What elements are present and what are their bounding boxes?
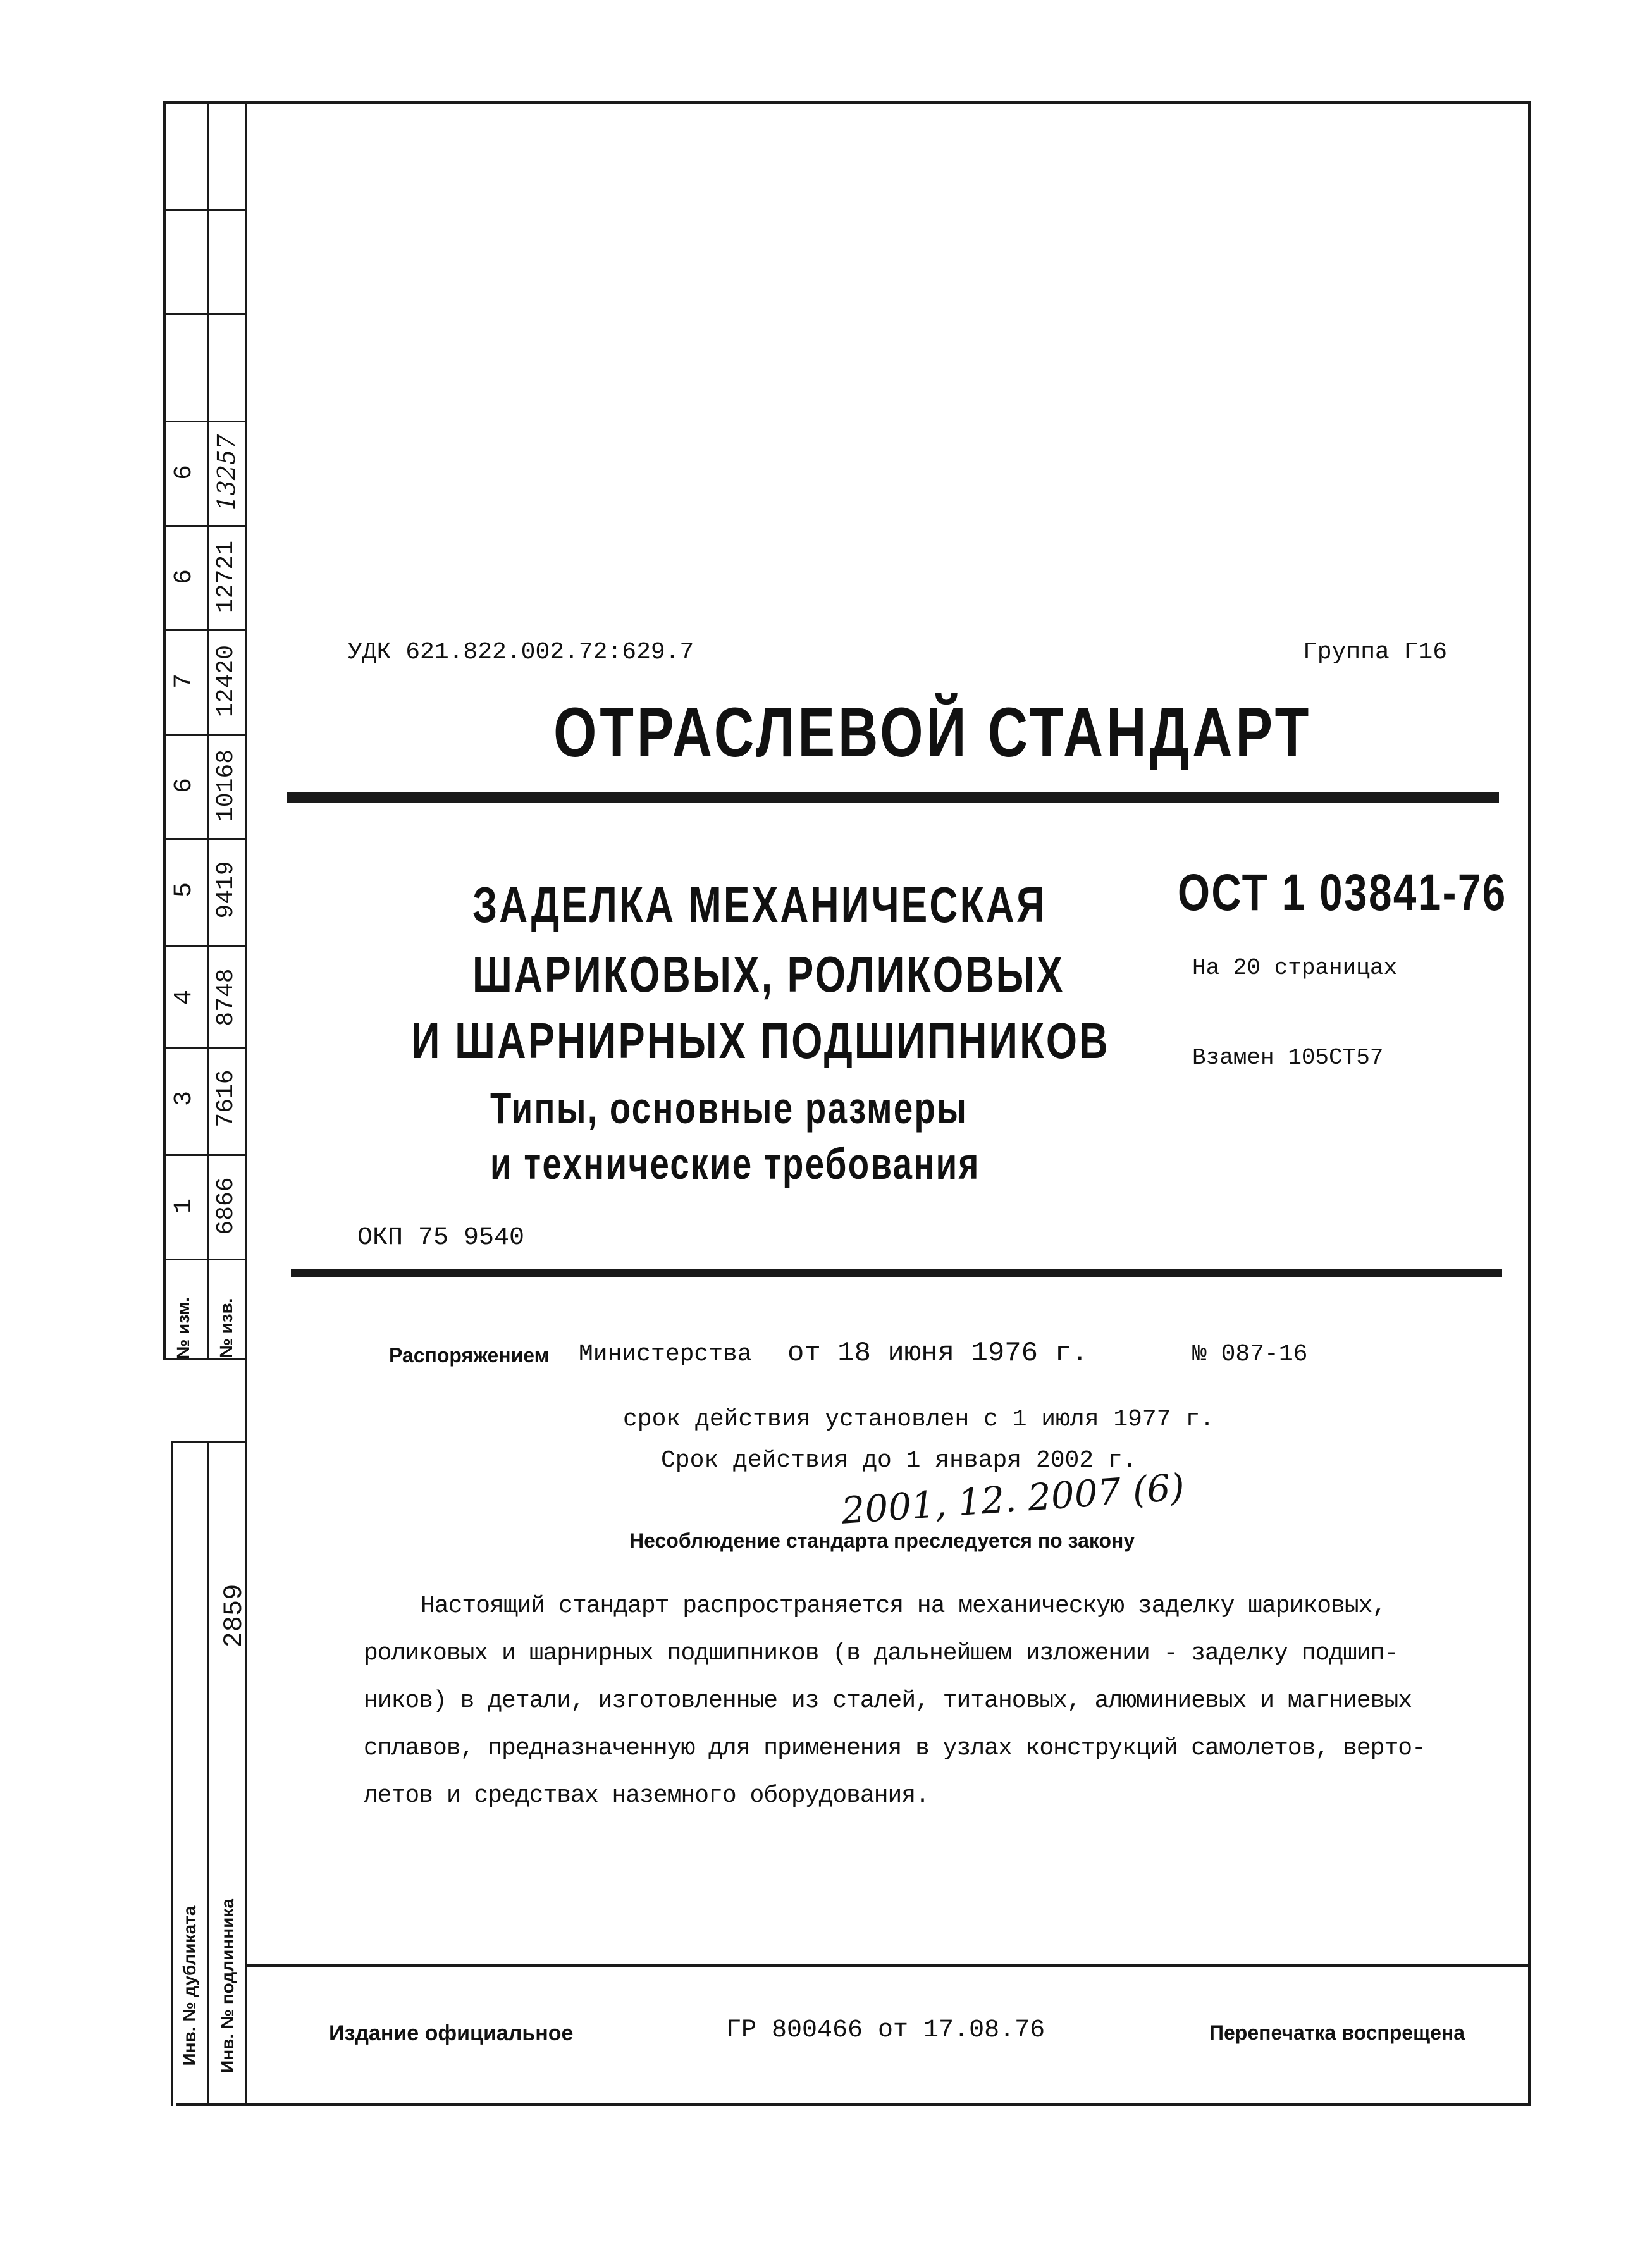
replaces-standard: Взамен 105СТ57 (1192, 1045, 1384, 1071)
side-change-number: 6 (170, 569, 199, 585)
inventory-number: 2859 (219, 1584, 249, 1648)
order-issuer: Министерства (579, 1341, 752, 1368)
side-change-number: 1 (170, 1198, 199, 1214)
validity-established: срок действия установлен с 1 июля 1977 г. (623, 1406, 1214, 1433)
label-duplicate-inv: Инв. № дубликата (180, 1905, 199, 2066)
side-table-mid (207, 101, 209, 1360)
page-frame-right (1528, 101, 1531, 2106)
side-notice-number: 12721 (213, 540, 240, 613)
page-frame-top (163, 101, 1529, 104)
side-lower-top (171, 1441, 247, 1443)
label-notice-no: № изв. (216, 1298, 236, 1358)
scope-line-3: ников) в детали, изготовленные из сталей, титановых, алюминиевых и магниевых (364, 1687, 1412, 1714)
scope-line-1: Настоящий стандарт распространяется на механическую заделку шариковых, (421, 1592, 1386, 1620)
footer-registration: ГР 800466 от 17.08.76 (726, 2016, 1045, 2045)
side-notice-number: 9419 (213, 861, 240, 919)
order-number: № 087-16 (1192, 1341, 1308, 1368)
page-frame-left (245, 101, 247, 2106)
side-notice-number: 8748 (213, 968, 240, 1026)
scope-line-2: роликовых и шарнирных подшипников (в дальнейшем изложении - заделку подшип- (364, 1640, 1398, 1667)
label-original-inv: Инв. № подлинника (218, 1899, 237, 2073)
side-notice-number: 10168 (213, 749, 240, 822)
subject-line-1: ЗАДЕЛКА МЕХАНИЧЕСКАЯ (472, 877, 1047, 933)
scope-line-5: летов и средствах наземного оборудования. (364, 1782, 929, 1809)
okp-code: ОКП 75 9540 (357, 1224, 525, 1252)
label-change-no: № изм. (173, 1297, 193, 1359)
document-title: ОТРАСЛЕВОЙ СТАНДАРТ (553, 694, 1312, 772)
footer-separator (245, 1964, 1531, 1967)
scope-line-4: сплавов, предназначенную для применения в узлах конструкций самолетов, верто- (364, 1735, 1426, 1762)
subject-sub-1: Типы, основные размеры (490, 1083, 968, 1133)
side-change-number: 3 (170, 1091, 199, 1107)
side-change-number: 4 (170, 990, 199, 1006)
order-date: от 18 июня 1976 г. (787, 1338, 1088, 1369)
handwritten-extension: 2001, 12. 2007 (6) (840, 1465, 1187, 1532)
side-notice-number: 12420 (213, 644, 240, 718)
side-lower-left (171, 1441, 173, 2106)
page-count: На 20 страницах (1192, 955, 1398, 981)
side-table-row-line (163, 313, 247, 315)
subject-rule (291, 1269, 1502, 1277)
validity-until: Срок действия до 1 января 2002 г. (661, 1447, 1137, 1474)
side-table-row-line (163, 101, 247, 103)
side-change-number: 7 (170, 674, 199, 689)
side-change-number: 6 (170, 778, 199, 794)
standard-number: ОСТ 1 03841-76 (1178, 864, 1507, 921)
side-change-number: 5 (170, 882, 199, 898)
subject-line-3: И ШАРНИРНЫХ ПОДШИПНИКОВ (411, 1013, 1110, 1069)
side-table-left (163, 101, 166, 1360)
footer-edition: Издание официальное (329, 2021, 574, 2045)
page-frame-bottom (176, 2103, 1531, 2106)
side-table-row-line (163, 1259, 247, 1260)
warning-notice: Несоблюдение стандарта преследуется по закону (629, 1529, 1135, 1552)
order-label: Распоряжением (389, 1344, 550, 1367)
side-notice-number: 6866 (213, 1177, 240, 1235)
side-table-row-line (163, 209, 247, 211)
udk-code: УДК 621.822.002.72:629.7 (348, 639, 694, 666)
title-rule (287, 792, 1499, 803)
subject-line-2: ШАРИКОВЫХ, РОЛИКОВЫХ (472, 946, 1065, 1002)
side-notice-number: 7616 (213, 1069, 240, 1128)
subject-sub-2: и технические требования (490, 1139, 980, 1188)
side-notice-number: 13257 (213, 434, 240, 511)
footer-reprint: Перепечатка воспрещена (1209, 2021, 1465, 2044)
side-change-number: 6 (170, 465, 199, 481)
side-lower-mid (207, 1441, 209, 2106)
group-code: Группа Г16 (1303, 639, 1448, 666)
